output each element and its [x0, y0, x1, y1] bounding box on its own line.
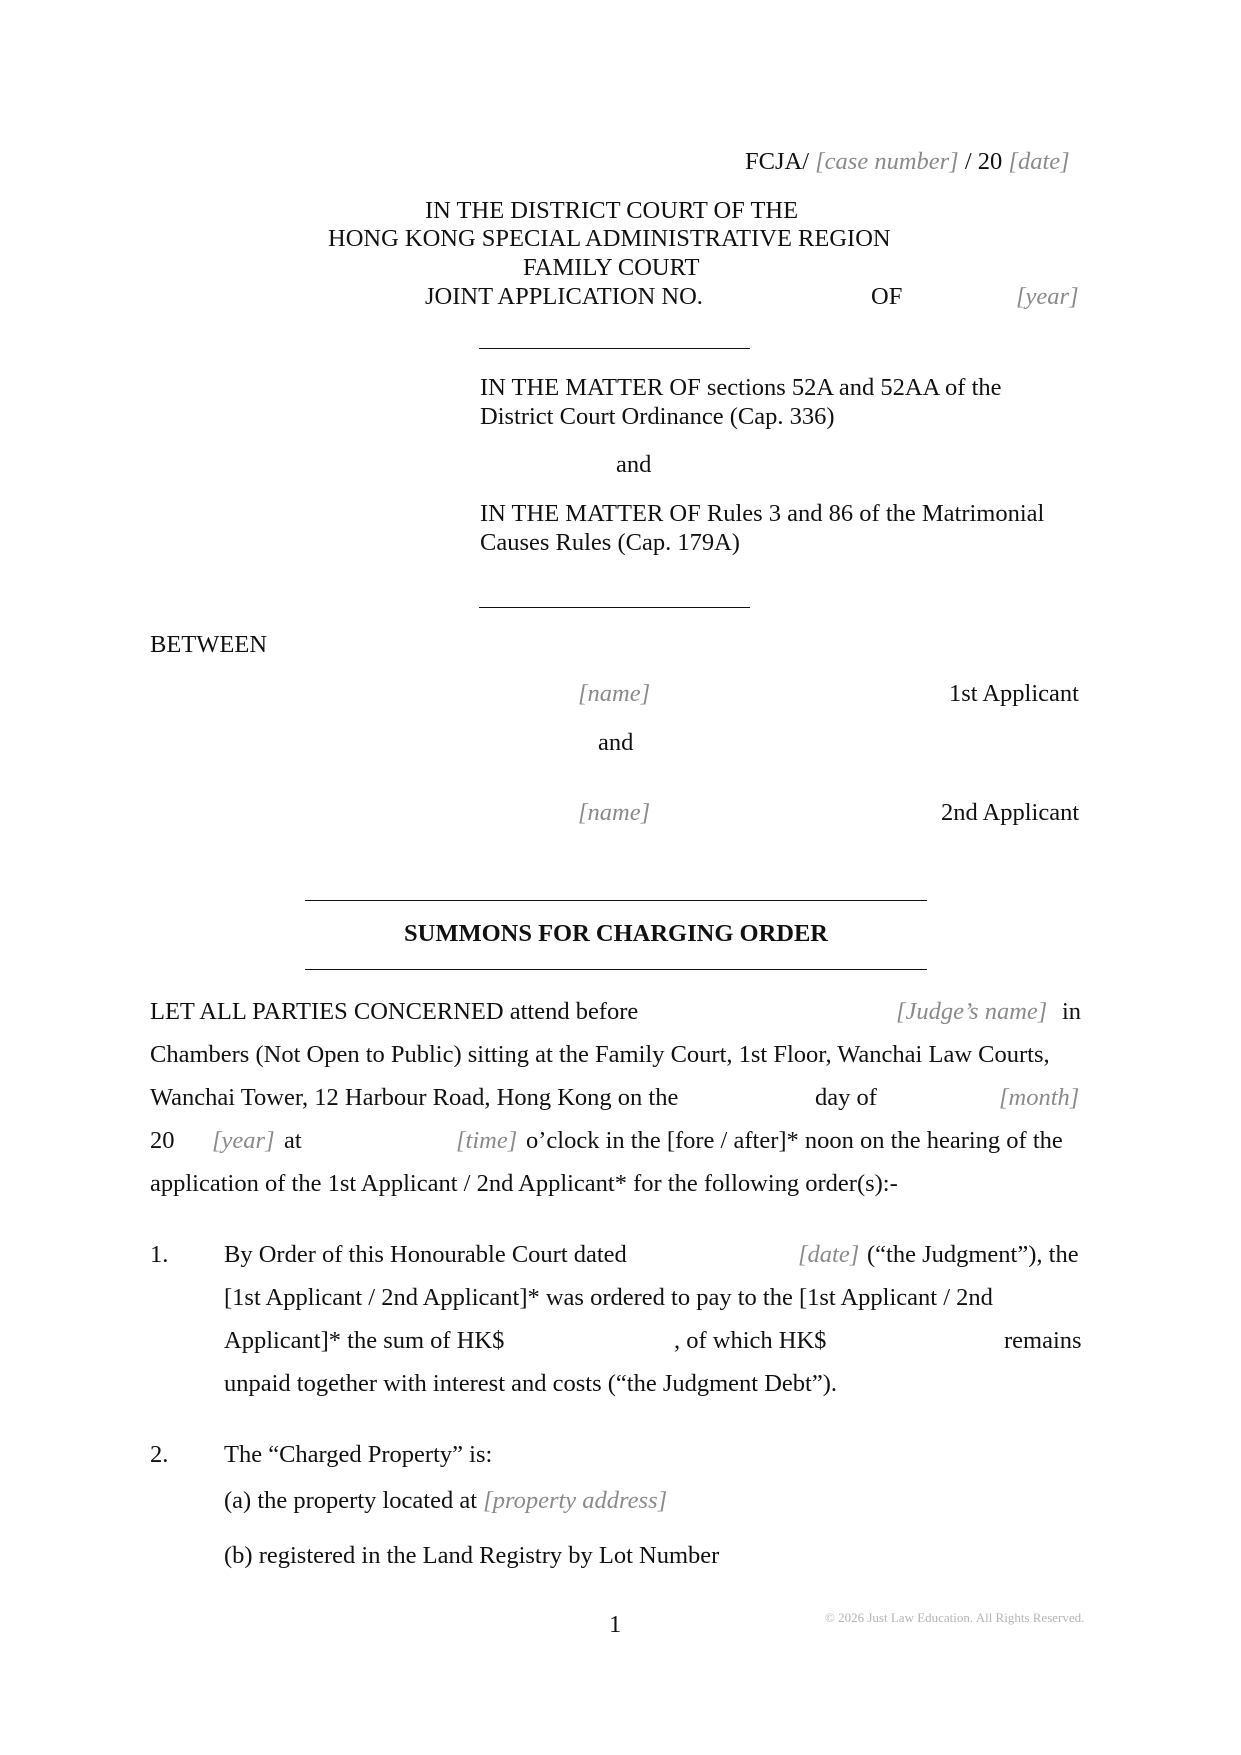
- application-year-placeholder: [year]: [1016, 283, 1079, 310]
- matter-and: and: [616, 451, 652, 478]
- month-placeholder: [month]: [999, 1084, 1080, 1111]
- intro-line1-b: in: [1062, 998, 1082, 1025]
- item1-line3-c: remains: [1004, 1327, 1082, 1354]
- page-number: 1: [609, 1611, 622, 1638]
- item1-line3-a: Applicant]* the sum of HK$: [224, 1327, 505, 1354]
- item2-b: (b) registered in the Land Registry by Lot Number: [224, 1542, 720, 1569]
- title-rule-top: [305, 900, 927, 901]
- parties-and: and: [598, 729, 634, 756]
- court-heading-line3: FAMILY COURT: [523, 254, 700, 281]
- party1-name-placeholder: [name]: [578, 680, 651, 707]
- court-heading-line1: IN THE DISTRICT COURT OF THE: [425, 197, 799, 224]
- divider-middle: [479, 607, 750, 608]
- matter-first-line1: IN THE MATTER OF sections 52A and 52AA of the: [480, 374, 1002, 401]
- divider-top: [479, 348, 750, 349]
- case-date-placeholder: [date]: [1008, 148, 1070, 175]
- intro-line2: Chambers (Not Open to Public) sitting at the Family Court, 1st Floor, Wanchai Law Courts,: [150, 1041, 1050, 1068]
- property-address-placeholder: [property address]: [483, 1487, 668, 1514]
- time-placeholder: [time]: [456, 1127, 518, 1154]
- document-title: SUMMONS FOR CHARGING ORDER: [404, 920, 828, 947]
- between-label: BETWEEN: [150, 631, 268, 658]
- item1-line1-b: (“the Judgment”), the: [867, 1241, 1079, 1268]
- copyright-notice: © 2026 Just Law Education. All Rights Reserved.: [825, 1610, 1085, 1625]
- party1-role: 1st Applicant: [949, 680, 1079, 707]
- item1-line1-a: By Order of this Honourable Court dated: [224, 1241, 627, 1268]
- intro-line5: application of the 1st Applicant / 2nd Applicant* for the following order(s):-: [150, 1170, 898, 1197]
- matter-first-line2: District Court Ordinance (Cap. 336): [480, 403, 835, 430]
- item2-number: 2.: [150, 1441, 169, 1468]
- item2-line1: The “Charged Property” is:: [224, 1441, 493, 1468]
- case-number-placeholder: [case number]: [815, 148, 959, 175]
- party2-name-placeholder: [name]: [578, 799, 651, 826]
- intro-line4-20: 20: [150, 1127, 175, 1154]
- item2-a: [224, 1489, 667, 1514]
- title-rule-bottom: [305, 969, 927, 970]
- item1-line4: unpaid together with interest and costs (“the Judgment Debt”).: [224, 1370, 838, 1397]
- item2-a-label: (a) the property located at: [224, 1487, 478, 1514]
- case-ref-prefix: FCJA/: [745, 148, 810, 175]
- judgment-date-placeholder: [date]: [798, 1241, 860, 1268]
- matter-second-line1: IN THE MATTER OF Rules 3 and 86 of the Matrimonial: [480, 500, 1045, 527]
- item1-line3-b: , of which HK$: [674, 1327, 827, 1354]
- judge-name-placeholder: [Judge’s name]: [896, 998, 1048, 1025]
- case-ref-mid: / 20: [964, 148, 1003, 175]
- intro-line1-a: LET ALL PARTIES CONCERNED attend before: [150, 998, 639, 1025]
- joint-application-label: JOINT APPLICATION NO.: [425, 283, 703, 310]
- item1-number: 1.: [150, 1241, 169, 1268]
- intro-line3-a: Wanchai Tower, 12 Harbour Road, Hong Kong on the: [150, 1084, 679, 1111]
- joint-application-of: OF: [871, 283, 903, 310]
- party2-role: 2nd Applicant: [941, 799, 1080, 826]
- intro-line4-at: at: [284, 1127, 302, 1154]
- hearing-year-placeholder: [year]: [212, 1127, 275, 1154]
- matter-second-line2: Causes Rules (Cap. 179A): [480, 529, 740, 556]
- court-heading-line2: HONG KONG SPECIAL ADMINISTRATIVE REGION: [328, 225, 891, 252]
- item1-line2: [1st Applicant / 2nd Applicant]* was ordered to pay to the [1st Applicant / 2nd: [224, 1284, 993, 1311]
- intro-line3-b: day of: [815, 1084, 877, 1111]
- case-reference: [745, 150, 1070, 175]
- intro-line4-b: o’clock in the [fore / after]* noon on the hearing of the: [526, 1127, 1063, 1154]
